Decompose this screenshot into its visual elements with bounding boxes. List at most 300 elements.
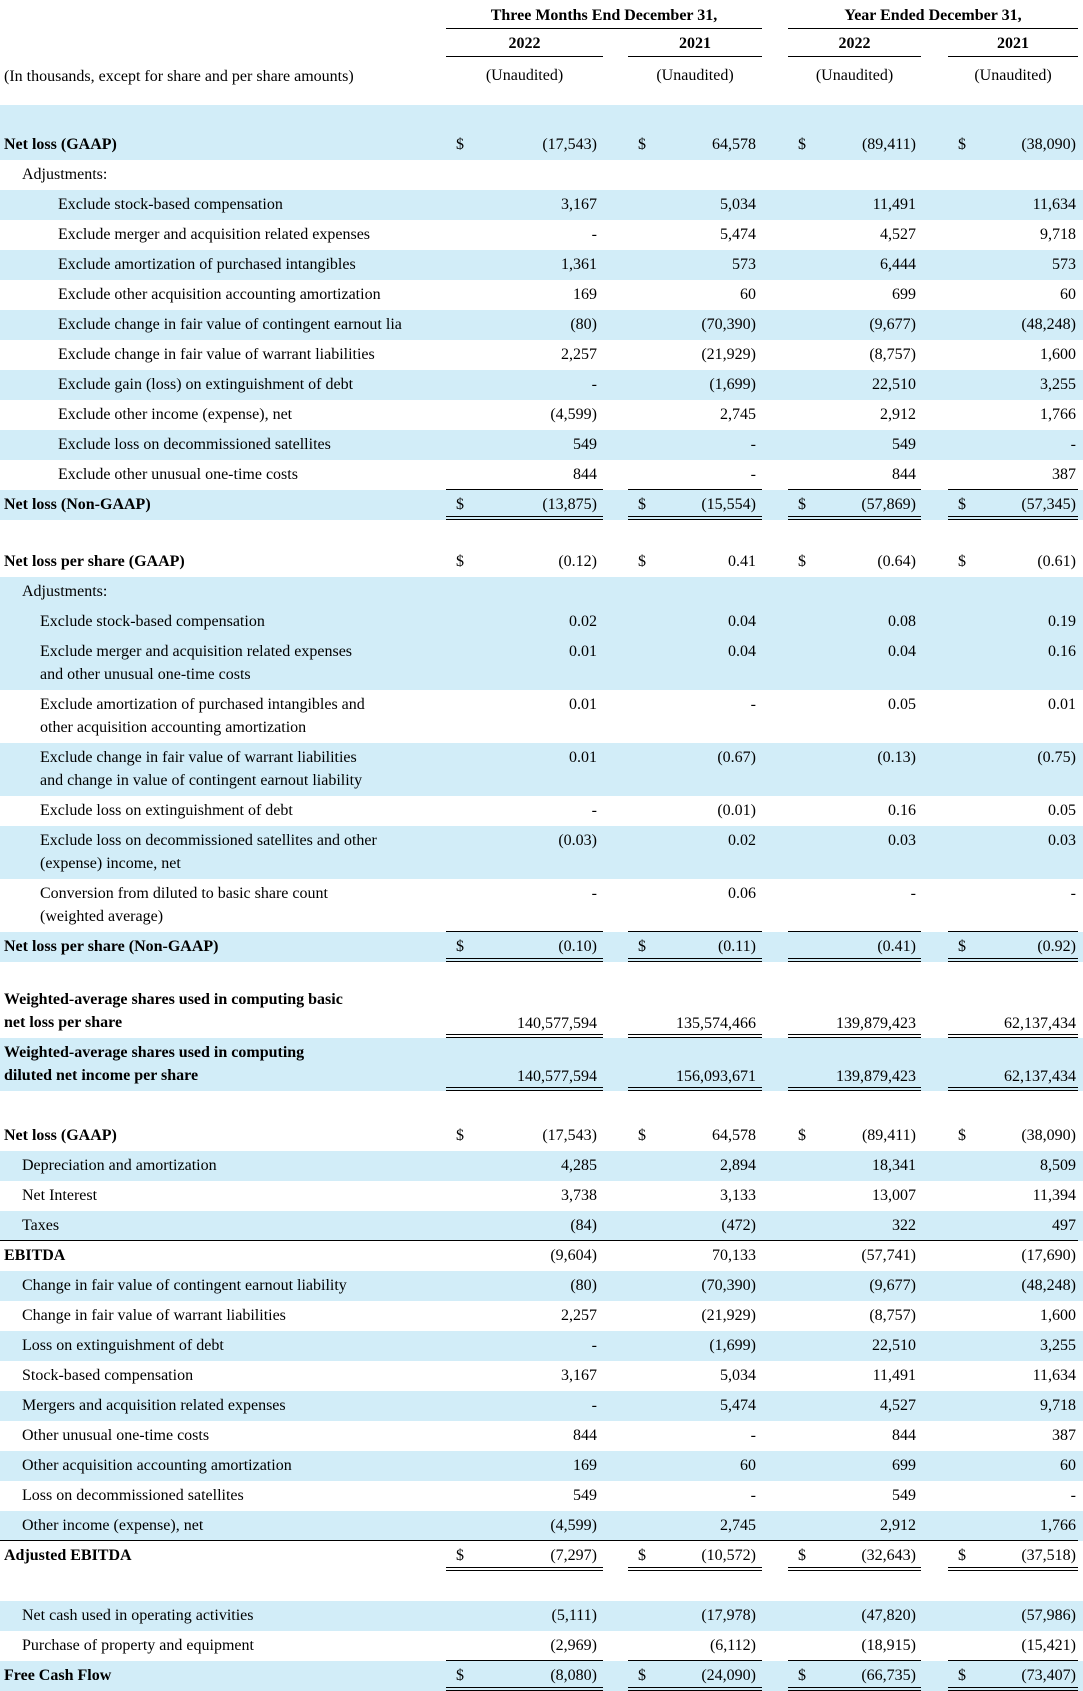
value-cell: (0.11): [717, 938, 756, 955]
year-underline: [788, 56, 921, 57]
value-cell: 0.02: [569, 613, 597, 630]
value-cell: (0.41): [877, 938, 916, 955]
value-cell: (0.67): [717, 749, 756, 766]
row-label: Change in fair value of warrant liabilities: [22, 1307, 286, 1324]
year-underline: [628, 56, 762, 57]
value-cell: 9,718: [1040, 226, 1076, 243]
dollar-sign: $: [456, 496, 464, 513]
value-cell: -: [750, 696, 756, 713]
table-row: [0, 1181, 1083, 1211]
spacer-row: [0, 1571, 1083, 1601]
value-cell: (70,390): [701, 1277, 756, 1294]
table-row: [0, 220, 1083, 250]
table-row: [0, 460, 1083, 490]
table-row: [0, 1361, 1083, 1391]
value-cell: 9,718: [1040, 1397, 1076, 1414]
value-cell: 64,578: [712, 1127, 756, 1144]
value-cell: 135,574,466: [676, 1015, 756, 1032]
dollar-sign: $: [638, 496, 646, 513]
table-row: [0, 310, 1083, 340]
value-cell: 5,474: [720, 1397, 756, 1414]
row-label: Adjustments:: [22, 583, 108, 600]
value-cell: 0.03: [1048, 832, 1076, 849]
table-row: [0, 430, 1083, 460]
row-label: Net loss (Non-GAAP): [4, 496, 151, 513]
table-row: [0, 160, 1083, 190]
value-cell: 1,361: [561, 256, 597, 273]
row-label: Loss on decommissioned satellites: [22, 1487, 244, 1504]
value-cell: 2,912: [880, 1517, 916, 1534]
dollar-sign: $: [958, 136, 966, 153]
value-cell: 139,879,423: [836, 1068, 916, 1085]
table-row: [0, 1038, 1083, 1091]
value-cell: 0.02: [728, 832, 756, 849]
value-cell: (8,757): [869, 1307, 916, 1324]
value-cell: (57,869): [861, 496, 916, 513]
value-cell: (0.01): [717, 802, 756, 819]
value-cell: -: [591, 885, 597, 902]
value-cell: (89,411): [861, 136, 916, 153]
value-cell: -: [1070, 436, 1076, 453]
dollar-sign: $: [456, 1547, 464, 1564]
table-row: [0, 1481, 1083, 1511]
value-cell: (9,604): [550, 1247, 597, 1264]
value-cell: 3,255: [1040, 376, 1076, 393]
value-cell: 2,912: [880, 406, 916, 423]
value-cell: 5,034: [720, 196, 756, 213]
row-label: Exclude other unusual one-time costs: [58, 466, 298, 483]
row-label: Exclude amortization of purchased intangibles: [58, 256, 356, 273]
value-cell: (0.61): [1037, 553, 1076, 570]
value-cell: (13,875): [542, 496, 597, 513]
table-row: [0, 400, 1083, 430]
table-row: [0, 1661, 1083, 1691]
row-label: Net loss per share (Non-GAAP): [4, 938, 219, 955]
dollar-sign: $: [798, 496, 806, 513]
row-label: Free Cash Flow: [4, 1667, 112, 1684]
value-cell: 3,738: [561, 1187, 597, 1204]
value-cell: (9,677): [869, 1277, 916, 1294]
value-cell: 11,491: [872, 1367, 916, 1384]
value-cell: 22,510: [872, 1337, 916, 1354]
value-cell: -: [750, 1427, 756, 1444]
value-cell: (10,572): [701, 1547, 756, 1564]
table-row: [0, 1631, 1083, 1661]
row-label: Net loss (GAAP): [4, 136, 117, 153]
dollar-sign: $: [958, 1667, 966, 1684]
value-cell: (17,543): [542, 1127, 597, 1144]
value-cell: (18,915): [861, 1637, 916, 1654]
value-cell: 11,394: [1032, 1187, 1076, 1204]
row-label: Other income (expense), net: [22, 1517, 204, 1534]
value-cell: 0.01: [569, 696, 597, 713]
unaudited-label: (Unaudited): [656, 67, 734, 84]
table-row: [0, 1211, 1083, 1241]
value-cell: (0.75): [1037, 749, 1076, 766]
column-underline: [788, 1687, 921, 1691]
value-cell: 0.03: [888, 832, 916, 849]
row-label: Exclude merger and acquisition related expenses and other unusual one-time costs: [40, 643, 353, 683]
value-cell: -: [910, 885, 916, 902]
value-cell: (472): [721, 1217, 756, 1234]
row-label: Net loss (GAAP): [4, 1127, 117, 1144]
value-cell: (8,080): [550, 1667, 597, 1684]
dollar-sign: $: [798, 1547, 806, 1564]
value-cell: 549: [892, 1487, 916, 1504]
value-cell: (80): [570, 316, 597, 333]
row-label: Exclude change in fair value of warrant liabilities: [58, 346, 375, 363]
value-cell: 11,491: [872, 196, 916, 213]
table-row: [0, 1421, 1083, 1451]
spacer-row: [0, 520, 1083, 547]
dollar-sign: $: [958, 1547, 966, 1564]
group-header-year-ended: Year Ended December 31,: [844, 7, 1022, 24]
value-cell: 844: [892, 466, 916, 483]
value-cell: 3,255: [1040, 1337, 1076, 1354]
value-cell: 1,766: [1040, 406, 1076, 423]
value-cell: (38,090): [1021, 136, 1076, 153]
row-label: Stock-based compensation: [22, 1367, 194, 1384]
row-label: Conversion from diluted to basic share count (weighted average): [40, 885, 328, 925]
value-cell: 2,745: [720, 1517, 756, 1534]
value-cell: (15,421): [1021, 1637, 1076, 1654]
table-header: [0, 0, 1083, 105]
value-cell: 549: [573, 436, 597, 453]
column-underline: [948, 1687, 1078, 1691]
value-cell: 0.04: [728, 613, 756, 630]
dollar-sign: $: [456, 1667, 464, 1684]
value-cell: -: [1070, 885, 1076, 902]
value-cell: 60: [1060, 286, 1076, 303]
value-cell: 62,137,434: [1004, 1068, 1076, 1085]
value-cell: (24,090): [701, 1667, 756, 1684]
table-row: [0, 370, 1083, 400]
value-cell: 0.19: [1048, 613, 1076, 630]
table-row: [0, 1241, 1083, 1271]
value-cell: -: [1070, 1487, 1076, 1504]
row-label: Adjustments:: [22, 166, 108, 183]
year-header-q-2021: 2021: [679, 35, 711, 52]
value-cell: 0.05: [1048, 802, 1076, 819]
row-label: Change in fair value of contingent earnout liability: [22, 1277, 347, 1294]
value-cell: 0.08: [888, 613, 916, 630]
value-cell: 2,745: [720, 406, 756, 423]
dollar-sign: $: [638, 136, 646, 153]
dollar-sign: $: [456, 553, 464, 570]
table-row: [0, 1601, 1083, 1631]
value-cell: 169: [573, 1457, 597, 1474]
dollar-sign: $: [456, 136, 464, 153]
value-cell: (0.10): [558, 938, 597, 955]
value-cell: -: [591, 1397, 597, 1414]
value-cell: (1,699): [709, 376, 756, 393]
group-underline: [788, 28, 1078, 29]
value-cell: 2,257: [561, 1307, 597, 1324]
value-cell: (17,543): [542, 136, 597, 153]
value-cell: 3,167: [561, 196, 597, 213]
row-label: Exclude other acquisition accounting amortization: [58, 286, 381, 303]
table-row: [0, 826, 1083, 879]
table-row: [0, 340, 1083, 370]
value-cell: -: [591, 1337, 597, 1354]
table-row: [0, 130, 1083, 160]
row-label: Other unusual one-time costs: [22, 1427, 210, 1444]
value-cell: (17,978): [701, 1607, 756, 1624]
group-header-three-months: Three Months End December 31,: [490, 7, 718, 24]
dollar-sign: $: [958, 496, 966, 513]
spacer-row: [0, 1091, 1083, 1121]
table-row: [0, 1151, 1083, 1181]
table-row: [0, 1511, 1083, 1541]
row-label: Exclude loss on decommissioned satellites and other (expense) income, net: [40, 832, 377, 872]
caption: (In thousands, except for share and per share amounts): [4, 68, 354, 85]
value-cell: 3,133: [720, 1187, 756, 1204]
table-row: [0, 985, 1083, 1038]
value-cell: 0.41: [728, 553, 756, 570]
value-cell: (4,599): [550, 406, 597, 423]
table-row: [0, 1451, 1083, 1481]
dollar-sign: $: [638, 1667, 646, 1684]
value-cell: 60: [1060, 1457, 1076, 1474]
value-cell: 6,444: [880, 256, 916, 273]
value-cell: 11,634: [1032, 196, 1076, 213]
row-label: Weighted-average shares used in computing basic net loss per share: [4, 991, 343, 1031]
value-cell: -: [591, 226, 597, 243]
column-underline: [628, 1687, 762, 1691]
value-cell: 573: [732, 256, 756, 273]
row-label: Exclude amortization of purchased intangibles and other acquisition accounting amortization: [40, 696, 365, 736]
value-cell: 1,600: [1040, 346, 1076, 363]
table-row: [0, 879, 1083, 932]
value-cell: (1,699): [709, 1337, 756, 1354]
row-label: Exclude gain (loss) on extinguishment of debt: [58, 376, 354, 393]
row-label: Depreciation and amortization: [22, 1157, 217, 1174]
value-cell: 0.01: [569, 643, 597, 660]
dollar-sign: $: [638, 1547, 646, 1564]
row-label: Other acquisition accounting amortization: [22, 1457, 292, 1474]
row-label: Loss on extinguishment of debt: [22, 1337, 224, 1354]
value-cell: -: [750, 1487, 756, 1504]
row-label: Adjusted EBITDA: [4, 1547, 132, 1564]
value-cell: (4,599): [550, 1517, 597, 1534]
value-cell: (37,518): [1021, 1547, 1076, 1564]
row-label: EBITDA: [4, 1247, 66, 1264]
spacer-row: [0, 962, 1083, 985]
value-cell: 139,879,423: [836, 1015, 916, 1032]
row-label: Exclude change in fair value of warrant liabilities and change in value of contingent earnout liability: [40, 749, 363, 789]
value-cell: (0.92): [1037, 938, 1076, 955]
value-cell: (8,757): [869, 346, 916, 363]
value-cell: 549: [573, 1487, 597, 1504]
row-label: Mergers and acquisition related expenses: [22, 1397, 286, 1414]
value-cell: 844: [573, 1427, 597, 1444]
financial-table-body: [0, 105, 1083, 1691]
value-cell: (17,690): [1021, 1247, 1076, 1264]
value-cell: (66,735): [861, 1667, 916, 1684]
value-cell: (21,929): [701, 346, 756, 363]
value-cell: (5,111): [551, 1607, 597, 1624]
table-row: [0, 1271, 1083, 1301]
value-cell: 0.05: [888, 696, 916, 713]
value-cell: 2,894: [720, 1157, 756, 1174]
value-cell: (32,643): [861, 1547, 916, 1564]
value-cell: (0.64): [877, 553, 916, 570]
value-cell: 573: [1052, 256, 1076, 273]
dollar-sign: $: [958, 938, 966, 955]
value-cell: (0.12): [558, 553, 597, 570]
value-cell: (89,411): [861, 1127, 916, 1144]
value-cell: (2,969): [550, 1637, 597, 1654]
value-cell: (15,554): [701, 496, 756, 513]
row-label: Exclude merger and acquisition related expenses: [58, 226, 371, 243]
value-cell: 8,509: [1040, 1157, 1076, 1174]
value-cell: 62,137,434: [1004, 1015, 1076, 1032]
table-row: [0, 1121, 1083, 1151]
table-row: [0, 577, 1083, 607]
value-cell: 497: [1052, 1217, 1076, 1234]
dollar-sign: $: [638, 553, 646, 570]
row-label: Exclude loss on decommissioned satellites: [58, 436, 331, 453]
value-cell: 387: [1052, 1427, 1076, 1444]
dollar-sign: $: [456, 1127, 464, 1144]
unaudited-label: (Unaudited): [485, 67, 564, 84]
value-cell: (70,390): [701, 316, 756, 333]
dollar-sign: $: [638, 938, 646, 955]
value-cell: 0.01: [1048, 696, 1076, 713]
table-row: [0, 250, 1083, 280]
value-cell: 2,257: [561, 346, 597, 363]
unaudited-label: (Unaudited): [974, 67, 1052, 84]
year-underline: [446, 56, 603, 57]
value-cell: 18,341: [872, 1157, 916, 1174]
value-cell: (57,986): [1021, 1607, 1076, 1624]
value-cell: -: [750, 466, 756, 483]
year-header-y-2022: 2022: [838, 35, 871, 52]
row-label: Exclude loss on extinguishment of debt: [40, 802, 293, 819]
value-cell: 64,578: [712, 136, 756, 153]
row-label: Net cash used in operating activities: [22, 1607, 254, 1624]
row-label: Weighted-average shares used in computing diluted net income per share: [4, 1044, 305, 1084]
row-label: Taxes: [22, 1217, 60, 1234]
value-cell: 140,577,594: [517, 1015, 597, 1032]
table-row: [0, 1331, 1083, 1361]
value-cell: 70,133: [712, 1247, 756, 1264]
value-cell: 4,527: [880, 226, 916, 243]
dollar-sign: $: [958, 553, 966, 570]
value-cell: 844: [573, 466, 597, 483]
row-label: Exclude other income (expense), net: [58, 406, 293, 423]
table-row: [0, 637, 1083, 690]
table-row: [0, 743, 1083, 796]
value-cell: 11,634: [1032, 1367, 1076, 1384]
value-cell: (38,090): [1021, 1127, 1076, 1144]
dollar-sign: $: [638, 1127, 646, 1144]
value-cell: 1,600: [1040, 1307, 1076, 1324]
value-cell: -: [750, 436, 756, 453]
value-cell: 4,285: [561, 1157, 597, 1174]
value-cell: 140,577,594: [517, 1068, 597, 1085]
dollar-sign: $: [798, 1667, 806, 1684]
year-underline: [948, 56, 1078, 57]
value-cell: (47,820): [861, 1607, 916, 1624]
year-header-q-2022: 2022: [508, 35, 541, 52]
value-cell: 0.16: [888, 802, 916, 819]
value-cell: 3,167: [561, 1367, 597, 1384]
table-row: [0, 932, 1083, 962]
value-cell: 4,527: [880, 1397, 916, 1414]
value-cell: 156,093,671: [676, 1068, 756, 1085]
row-label: Exclude stock-based compensation: [58, 196, 283, 213]
value-cell: 844: [892, 1427, 916, 1444]
group-underline: [446, 28, 762, 29]
value-cell: 322: [892, 1217, 916, 1234]
value-cell: 0.06: [728, 885, 756, 902]
row-label: Net loss per share (GAAP): [4, 553, 185, 570]
value-cell: (57,741): [861, 1247, 916, 1264]
value-cell: (48,248): [1021, 1277, 1076, 1294]
row-label: Net Interest: [22, 1187, 98, 1204]
value-cell: 387: [1052, 466, 1076, 483]
table-row: [0, 1391, 1083, 1421]
value-cell: 22,510: [872, 376, 916, 393]
value-cell: (7,297): [550, 1547, 597, 1564]
dollar-sign: $: [958, 1127, 966, 1144]
value-cell: -: [591, 802, 597, 819]
value-cell: 13,007: [872, 1187, 916, 1204]
table-row: [0, 547, 1083, 577]
table-row: [0, 1301, 1083, 1331]
value-cell: (21,929): [701, 1307, 756, 1324]
row-label: Exclude stock-based compensation: [40, 613, 265, 630]
value-cell: 0.16: [1048, 643, 1076, 660]
value-cell: 699: [892, 1457, 916, 1474]
value-cell: 699: [892, 286, 916, 303]
table-row: [0, 1541, 1083, 1571]
table-row: [0, 690, 1083, 743]
value-cell: (48,248): [1021, 316, 1076, 333]
value-cell: 0.04: [888, 643, 916, 660]
table-row: [0, 190, 1083, 220]
value-cell: (80): [570, 1277, 597, 1294]
row-label: Purchase of property and equipment: [22, 1637, 254, 1654]
table-row: [0, 280, 1083, 310]
value-cell: 0.04: [728, 643, 756, 660]
dollar-sign: $: [798, 553, 806, 570]
value-cell: 5,474: [720, 226, 756, 243]
value-cell: (6,112): [709, 1637, 756, 1654]
value-cell: (84): [570, 1217, 597, 1234]
value-cell: 60: [740, 1457, 756, 1474]
dollar-sign: $: [456, 938, 464, 955]
value-cell: 1,766: [1040, 1517, 1076, 1534]
value-cell: (73,407): [1021, 1667, 1076, 1684]
value-cell: (0.03): [558, 832, 597, 849]
value-cell: (0.13): [877, 749, 916, 766]
value-cell: -: [591, 376, 597, 393]
value-cell: (9,677): [869, 316, 916, 333]
year-header-y-2021: 2021: [997, 35, 1029, 52]
spacer-row: [0, 105, 1083, 130]
dollar-sign: $: [798, 1127, 806, 1144]
value-cell: (57,345): [1021, 496, 1076, 513]
dollar-sign: $: [798, 136, 806, 153]
row-label: Exclude change in fair value of contingent earnout lia: [58, 316, 402, 333]
unaudited-label: (Unaudited): [815, 67, 894, 84]
value-cell: 0.01: [569, 749, 597, 766]
column-underline: [446, 1687, 603, 1691]
table-row: [0, 607, 1083, 637]
value-cell: 60: [740, 286, 756, 303]
